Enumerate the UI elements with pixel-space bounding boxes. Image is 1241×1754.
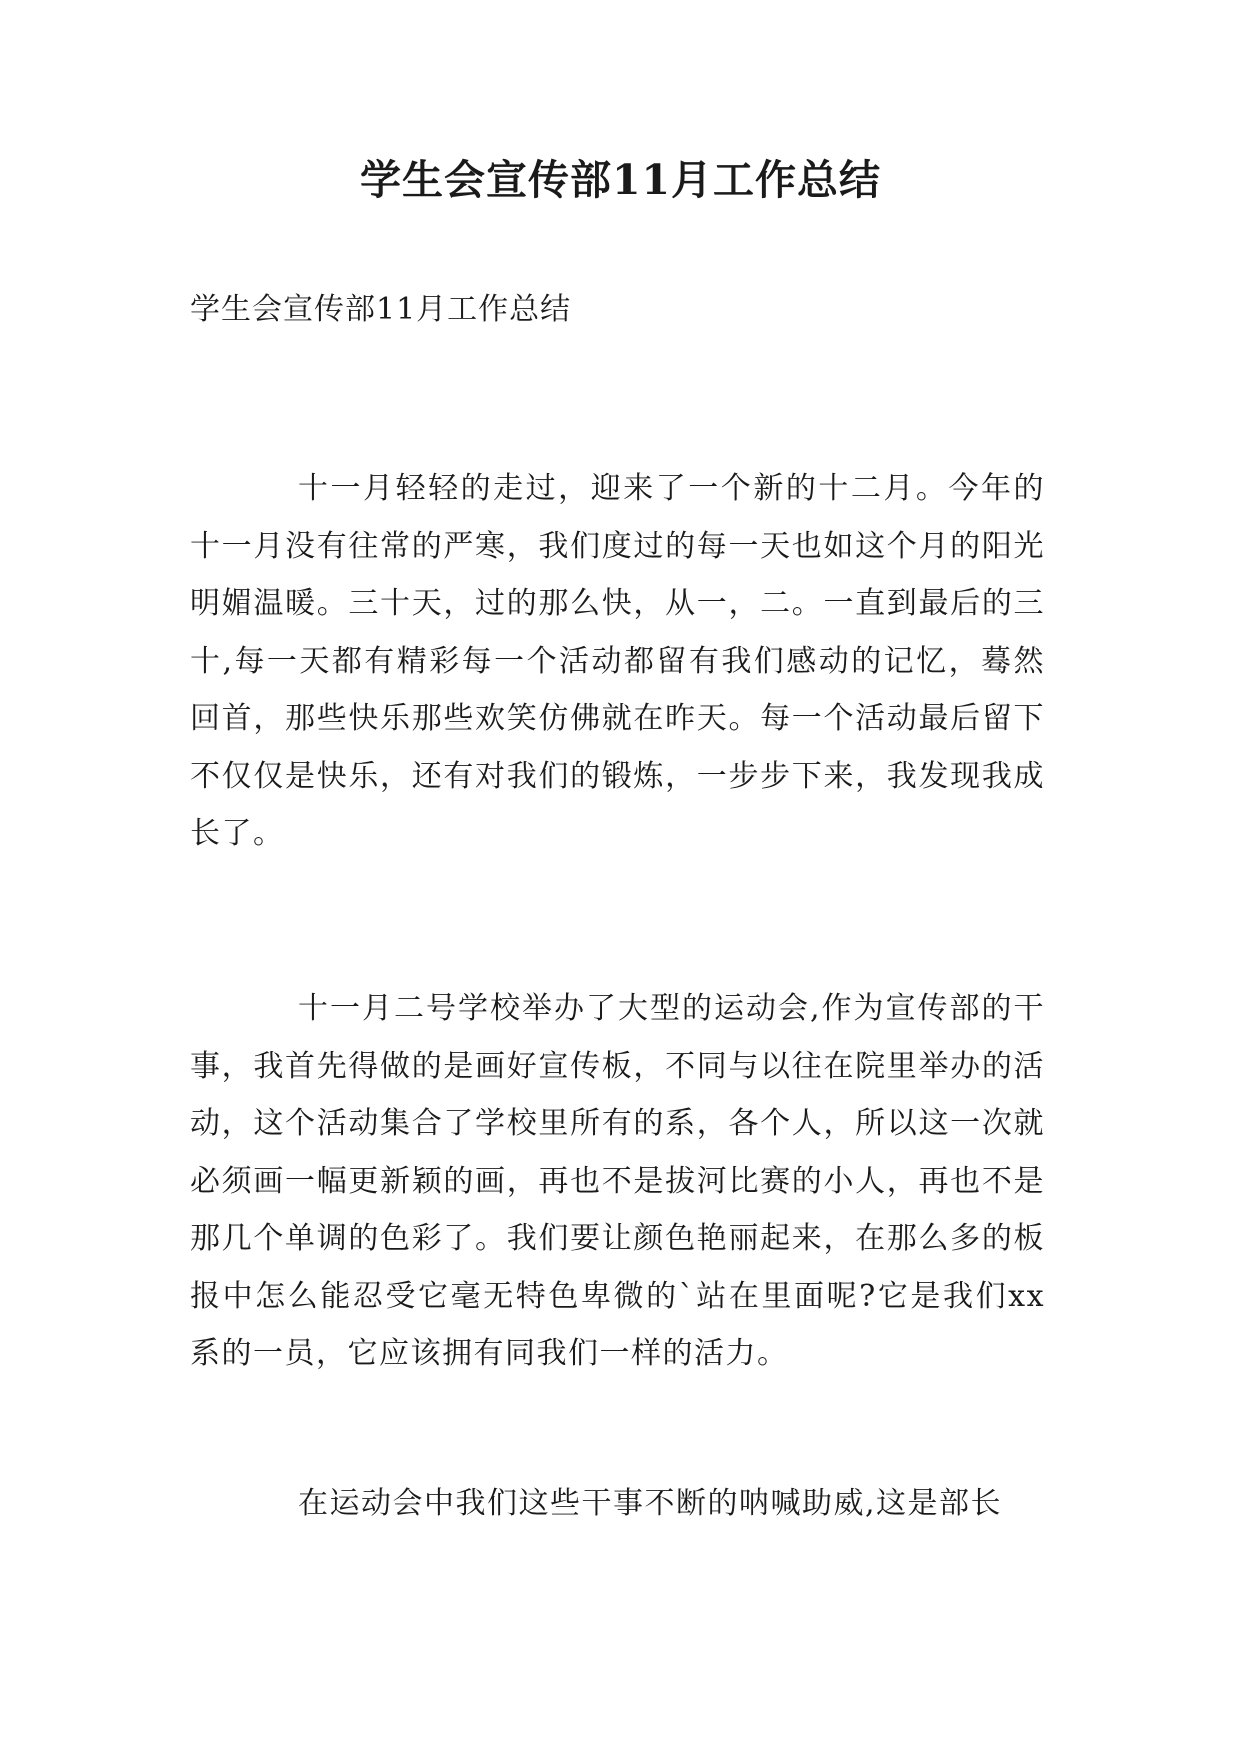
paragraph-2: 十一月二号学校举办了大型的运动会,作为宣传部的干事，我首先得做的是画好宣传板，不同与以往在院里举办的活动，这个活动集合了学校里所有的系，各个人，所以这一次就必须画一幅更新颖的画，再也不是拔河比赛的小人，再也不是那几个单调的色彩了。我们要让颜色艳丽起来，在那么多的板报中怎么能忍受它毫无特色卑微的`站在里面呢?它是我们xx系的一员，它应该拥有同我们一样的活力。 xyxy=(190,991,1045,1371)
document-title: 学生会宣传部11月工作总结 xyxy=(359,156,882,204)
document-subtitle: 学生会宣传部11月工作总结 xyxy=(190,292,572,327)
paragraph-3: 在运动会中我们这些干事不断的呐喊助威,这是部长 xyxy=(298,1486,1003,1521)
paragraph-1: 十一月轻轻的走过，迎来了一个新的十二月。今年的十一月没有往常的严寒，我们度过的每一天也如这个月的阳光明媚温暖。三十天，过的那么快，从一，二。一直到最后的三十,每一天都有精彩每一个活动都留有我们感动的记忆，蓦然回首，那些快乐那些欢笑仿佛就在昨天。每一个活动最后留下不仅仅是快乐，还有对我们的锻炼，一步步下来，我发现我成长了。 xyxy=(190,471,1045,851)
